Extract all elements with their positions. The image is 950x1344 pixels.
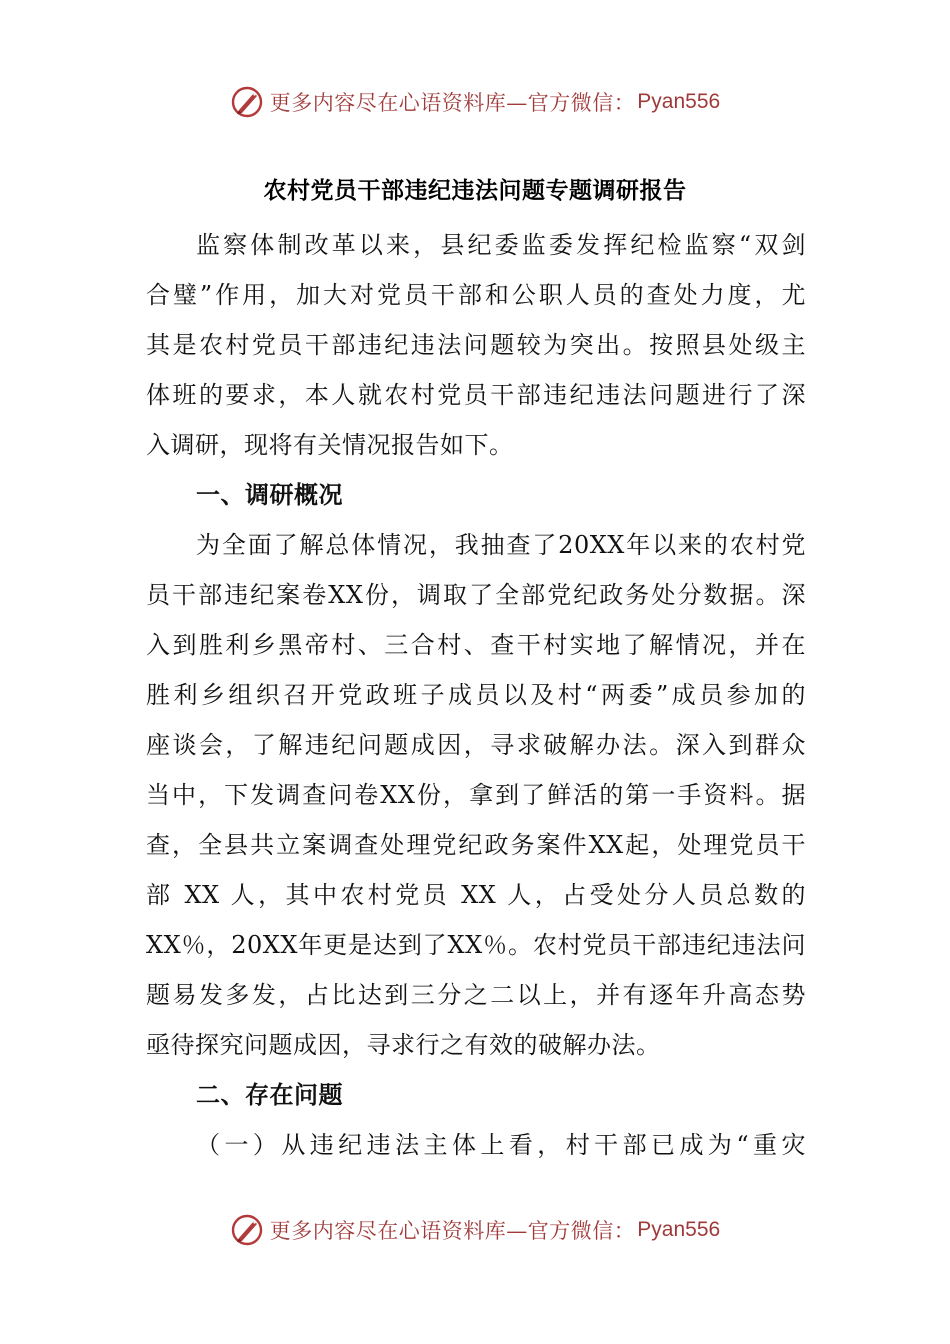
paragraph-line: 当中，下发调查问卷XX份，拿到了鲜活的第一手资料。据 (146, 781, 806, 809)
paragraph-line: 合璧”作用，加大对党员干部和公职人员的查处力度，尤 (146, 281, 806, 309)
section-heading-2: 二、存在问题 (196, 1081, 343, 1109)
header-banner (0, 80, 950, 124)
paragraph-line: XX％，20XX年更是达到了XX％。农村党员干部违纪违法问 (146, 931, 806, 959)
pen-logo-icon (230, 85, 264, 119)
paragraph-line: （一）从违纪违法主体上看，村干部已成为“重灾 (196, 1131, 806, 1159)
paragraph-line: 其是农村党员干部违纪违法问题较为突出。按照县处级主 (146, 331, 806, 359)
paragraph-line: 入到胜利乡黑帝村、三合村、查干村实地了解情况，并在 (146, 631, 806, 659)
paragraph-line: 座谈会，了解违纪问题成因，寻求破解办法。深入到群众 (146, 731, 806, 759)
document-body (146, 220, 806, 1170)
banner-wechat-id: Pyan556 (637, 1218, 721, 1241)
paragraph-line: 查，全县共立案调查处理党纪政务案件XX起，处理党员干 (146, 831, 806, 859)
document-title: 农村党员干部违纪违法问题专题调研报告 (263, 178, 687, 204)
paragraph-line: 入调研，现将有关情况报告如下。 (146, 431, 514, 459)
paragraph-line: 体班的要求，本人就农村党员干部违纪违法问题进行了深 (146, 381, 806, 409)
paragraph-line: 监察体制改革以来，县纪委监委发挥纪检监察“双剑 (196, 231, 806, 259)
paragraph-line: 亟待探究问题成因，寻求行之有效的破解办法。 (146, 1031, 661, 1059)
footer-banner (0, 1208, 950, 1252)
paragraph-line: 题易发多发，占比达到三分之二以上，并有逐年升高态势 (146, 981, 806, 1009)
paragraph-line: 部 XX 人，其中农村党员 XX 人，占受处分人员总数的 (146, 881, 806, 909)
paragraph-line: 员干部违纪案卷XX份，调取了全部党纪政务处分数据。深 (146, 581, 806, 609)
banner-text: 更多内容尽在心语资料库—官方微信： (269, 1219, 636, 1243)
paragraph-line: 胜利乡组织召开党政班子成员以及村“两委”成员参加的 (146, 681, 806, 709)
section-heading-1: 一、调研概况 (196, 481, 343, 509)
banner-wechat-id: Pyan556 (637, 90, 721, 113)
paragraph-line: 为全面了解总体情况，我抽查了20XX年以来的农村党 (196, 531, 806, 559)
pen-logo-icon (230, 1213, 264, 1247)
banner-text: 更多内容尽在心语资料库—官方微信： (269, 91, 636, 115)
